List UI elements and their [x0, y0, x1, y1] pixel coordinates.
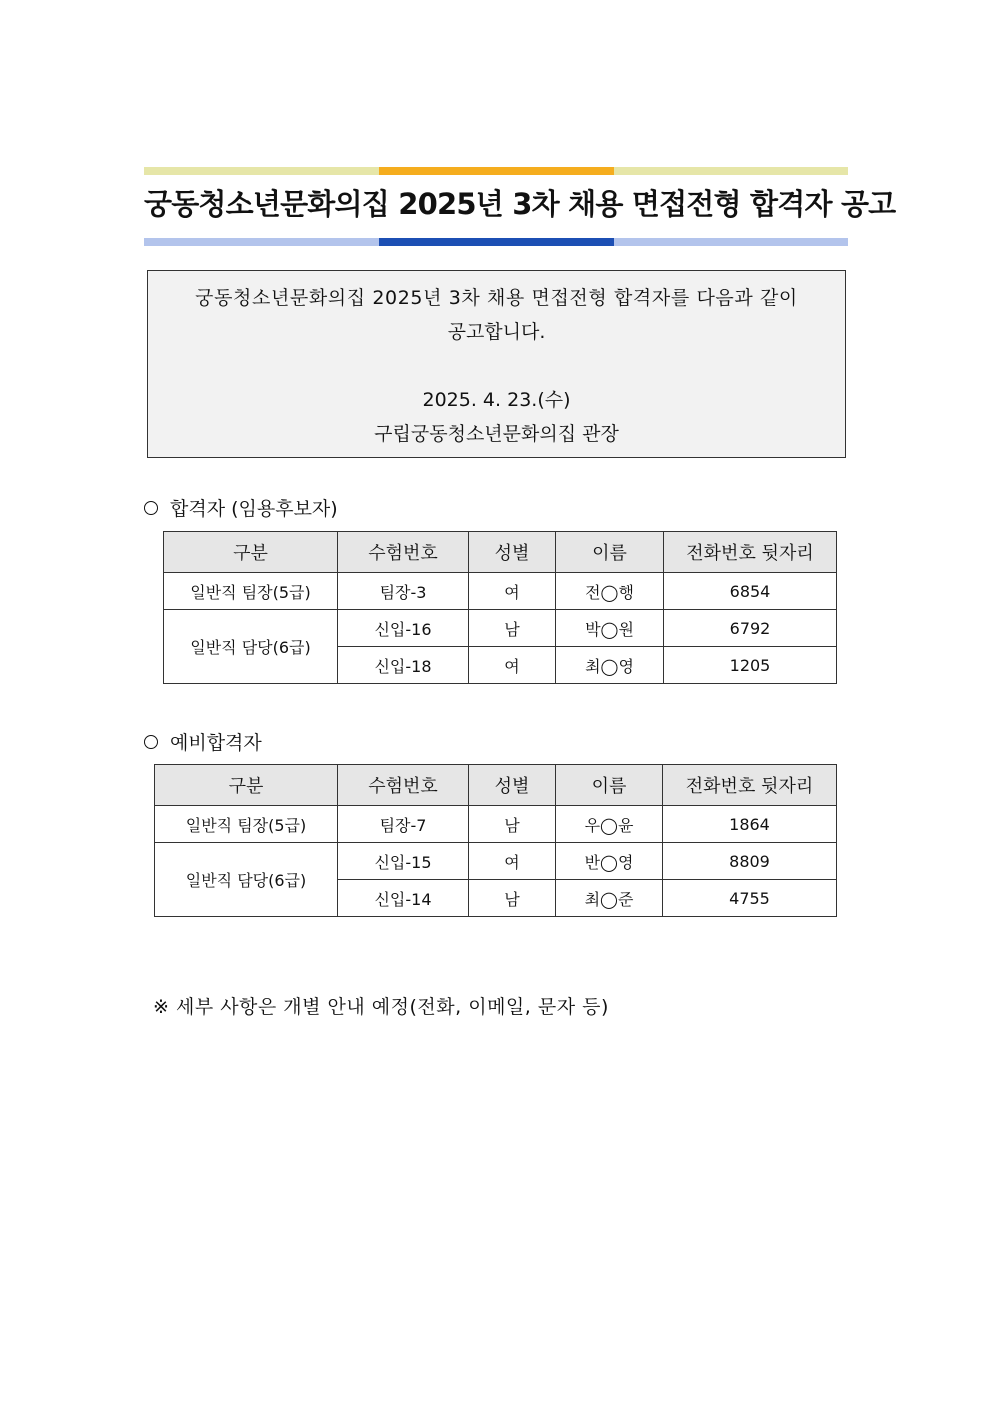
name-cell: 박◯원 — [556, 610, 664, 647]
category-cell: 일반직 담당(6급) — [164, 610, 338, 684]
passed-section-heading — [144, 494, 338, 521]
category-cell: 일반직 팀장(5급) — [155, 806, 338, 843]
phone-cell: 6792 — [664, 610, 837, 647]
exam-no-cell: 팀장-3 — [338, 573, 469, 610]
name-cell: 반◯영 — [556, 843, 663, 880]
notice-line2: 공고합니다. — [447, 321, 546, 343]
bottom-bar-left-segment — [144, 238, 379, 246]
circle-bullet-icon — [144, 735, 158, 749]
table-header-row — [155, 765, 837, 806]
col-header-exam-no: 수험번호 — [338, 765, 469, 806]
gender-cell: 남 — [469, 610, 556, 647]
col-header-category: 구분 — [164, 532, 338, 573]
phone-cell: 4755 — [663, 880, 837, 917]
top-bar-right-segment — [614, 167, 848, 175]
reserve-heading-text: 예비합격자 — [170, 732, 262, 754]
name-cell: 우◯윤 — [556, 806, 663, 843]
gender-cell: 여 — [469, 843, 556, 880]
title-bottom-bar — [144, 238, 848, 246]
title-top-bar — [144, 167, 848, 175]
name-cell: 최◯영 — [556, 647, 664, 684]
table-row — [155, 843, 837, 880]
col-header-name: 이름 — [556, 765, 663, 806]
bottom-bar-right-segment — [614, 238, 848, 246]
col-header-gender: 성별 — [469, 765, 556, 806]
passed-table — [163, 531, 837, 684]
footnote: ※ 세부 사항은 개별 안내 예정(전화, 이메일, 문자 등) — [153, 996, 609, 1018]
exam-no-cell: 신입-14 — [338, 880, 469, 917]
notice-date: 2025. 4. 23.(수) — [422, 389, 571, 411]
col-header-name: 이름 — [556, 532, 664, 573]
table-header-row — [164, 532, 837, 573]
col-header-exam-no: 수험번호 — [338, 532, 469, 573]
gender-cell: 여 — [469, 573, 556, 610]
exam-no-cell: 신입-15 — [338, 843, 469, 880]
gender-cell: 여 — [469, 647, 556, 684]
exam-no-cell: 신입-16 — [338, 610, 469, 647]
exam-no-cell: 신입-18 — [338, 647, 469, 684]
col-header-phone: 전화번호 뒷자리 — [664, 532, 837, 573]
notice-line1: 궁동청소년문화의집 2025년 3차 채용 면접전형 합격자를 다음과 같이 — [195, 287, 798, 309]
table-row — [155, 806, 837, 843]
category-cell: 일반직 팀장(5급) — [164, 573, 338, 610]
top-bar-center-segment — [379, 167, 614, 175]
category-cell: 일반직 담당(6급) — [155, 843, 338, 917]
phone-cell: 1864 — [663, 806, 837, 843]
table-row — [164, 610, 837, 647]
name-cell: 최◯준 — [556, 880, 663, 917]
circle-bullet-icon — [144, 501, 158, 515]
phone-cell: 8809 — [663, 843, 837, 880]
reserve-section-heading — [144, 728, 262, 755]
top-bar-left-segment — [144, 167, 379, 175]
col-header-category: 구분 — [155, 765, 338, 806]
bottom-bar-center-segment — [379, 238, 614, 246]
gender-cell: 남 — [469, 880, 556, 917]
phone-cell: 6854 — [664, 573, 837, 610]
col-header-phone: 전화번호 뒷자리 — [663, 765, 837, 806]
notice-issuer: 구립궁동청소년문화의집 관장 — [374, 423, 619, 445]
exam-no-cell: 팀장-7 — [338, 806, 469, 843]
page-title: 궁동청소년문화의집 2025년 3차 채용 면접전형 합격자 공고 — [144, 187, 896, 221]
table-row — [164, 573, 837, 610]
phone-cell: 1205 — [664, 647, 837, 684]
col-header-gender: 성별 — [469, 532, 556, 573]
passed-heading-text: 합격자 (임용후보자) — [170, 498, 338, 520]
gender-cell: 남 — [469, 806, 556, 843]
reserve-table — [154, 764, 837, 917]
name-cell: 전◯행 — [556, 573, 664, 610]
notice-box — [147, 270, 846, 458]
